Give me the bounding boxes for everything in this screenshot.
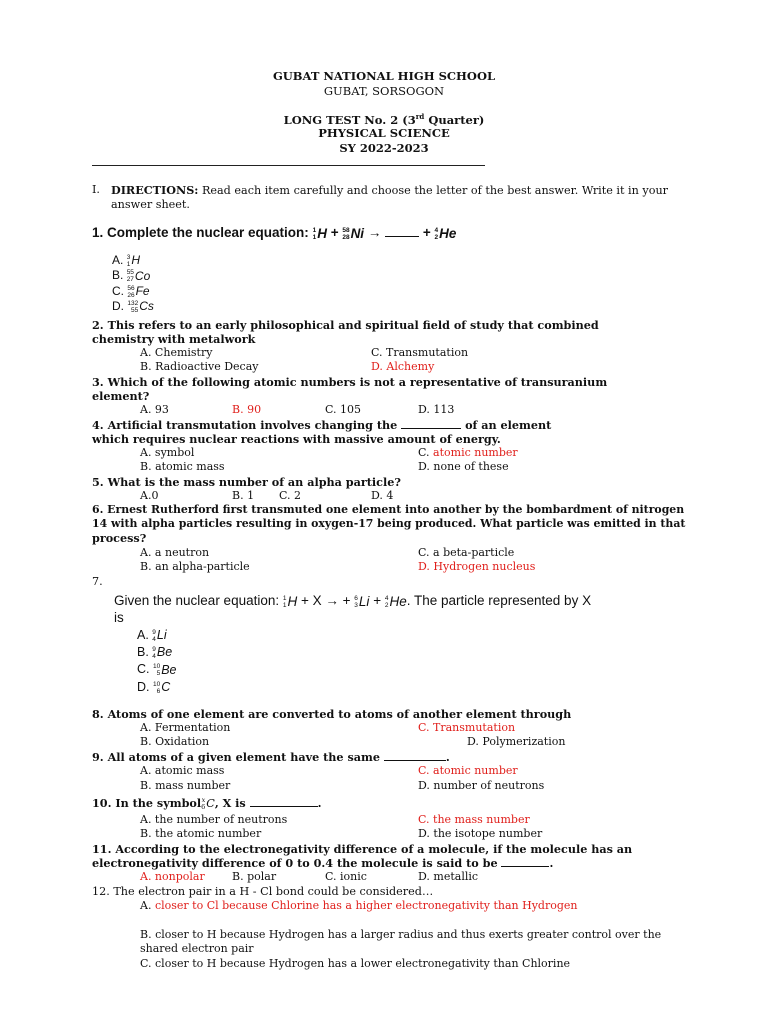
q5-line1: 5. What is the mass number of an alpha particle?: [92, 475, 401, 489]
q7-line2: is: [114, 610, 124, 625]
q4-option-a: A. symbol: [140, 446, 195, 459]
q12-line1: 12. The electron pair in a H - Cl bond could be considered…: [92, 885, 434, 898]
q11-option-b: B. polar: [232, 870, 277, 883]
q1-option-a: A. 3 1 H: [112, 253, 140, 269]
q2-line2: chemistry with metalwork: [92, 332, 256, 346]
q11-blank: [501, 866, 549, 867]
q8-option-d: D. Polymerization: [467, 735, 566, 748]
q12-option-c: C. closer to H because Hydrogen has a lower electronegativity than Chlorine: [140, 957, 571, 970]
q12-option-b-line1: B. closer to H because Hydrogen has a larger radius and thus exerts greater control over the: [140, 928, 662, 941]
q2-line1: 2. This refers to an early philosophical and spiritual field of study that combined: [92, 318, 599, 332]
q10-option-c-answer: C. the mass number: [418, 813, 530, 826]
q5-option-b: B. 1: [232, 489, 255, 502]
q11-option-d: D. metallic: [418, 870, 479, 883]
q6-option-d-answer: D. Hydrogen nucleus: [418, 560, 536, 573]
q1-options: [112, 253, 154, 314]
q4-option-d: D. none of these: [418, 460, 509, 473]
q3-option-a: A. 93: [140, 403, 169, 416]
q4-option-c-answer: C. atomic number: [418, 446, 518, 459]
q12-option-b-line2: shared electron pair: [140, 942, 254, 955]
q9-line1: 9. All atoms of a given element have the same .: [92, 750, 450, 764]
school-location: GUBAT, SORSOGON: [323, 84, 445, 98]
q6-option-c: C. a beta-particle: [418, 546, 515, 559]
q6-line1: 6. Ernest Rutherford first transmuted one element into another by the bombardment of nitrogen: [92, 503, 685, 516]
q7-options: [137, 627, 177, 696]
q3-option-c: C. 105: [325, 403, 362, 416]
q6-line2: 14 with alpha particles resulting in oxygen-17 being produced. What particle was emitted in that: [92, 517, 686, 530]
q11-line1: 11. According to the electronegativity difference of a molecule, if the molecule has an: [92, 842, 633, 856]
q3-option-b-answer: B. 90: [232, 403, 262, 416]
q11-line2: electronegativity difference of 0 to 0.4 the molecule is said to be .: [92, 856, 554, 870]
q7-option-d: D. 10 6 C: [137, 679, 171, 695]
school-name: GUBAT NATIONAL HIGH SCHOOL: [272, 69, 496, 83]
q4-blank: [401, 428, 461, 429]
q7-question: Given the nuclear equation: 1 1 H + X → + 6 3 Li + 4 2 He. The particle represented by X: [114, 593, 592, 610]
q3-line1: 3. Which of the following atomic numbers is not a representative of transuranium: [92, 375, 608, 389]
q3-line2: element?: [92, 389, 150, 403]
q9-option-d: D. number of neutrons: [418, 779, 545, 792]
q4-option-b: B. atomic mass: [140, 460, 225, 473]
q9-option-c-answer: C. atomic number: [418, 764, 518, 777]
subject-title: PHYSICAL SCIENCE: [318, 126, 450, 140]
q1-option-b: B. 55 27 Co: [112, 268, 151, 284]
q12-option-a-answer: A. closer to Cl because Chlorine has a higher electronegativity than Hydrogen: [140, 899, 578, 912]
q5-option-a: A.0: [140, 489, 159, 502]
q6-line3: process?: [92, 531, 147, 545]
q10-line1: 10. In the symbol x 6 C, X is .: [92, 796, 322, 811]
q8-option-c-answer: C. Transmutation: [418, 721, 516, 734]
q6-option-b: B. an alpha-particle: [140, 560, 250, 573]
q2-option-a: A. Chemistry: [140, 346, 213, 359]
q10-option-d: D. the isotope number: [418, 827, 543, 840]
q10-option-a: A. the number of neutrons: [140, 813, 288, 826]
test-title: LONG TEST No. 2 (3rd Quarter): [283, 112, 485, 127]
q2-option-d-answer: D. Alchemy: [371, 360, 435, 373]
q1-hydrogen-nuclide: 1 1 H: [312, 225, 327, 242]
q9-option-b: B. mass number: [140, 779, 231, 792]
q8-line1: 8. Atoms of one element are converted to atoms of another element through: [92, 707, 572, 721]
q3-option-d: D. 113: [418, 403, 455, 416]
q1-nickel-nuclide: 58 28 Ni: [342, 225, 365, 242]
school-year: SY 2022-2023: [339, 141, 429, 155]
q11-option-c: C. ionic: [325, 870, 367, 883]
directions-text: DIRECTIONS: Read each item carefully and choose the letter of the best answer. Write it in your: [111, 183, 669, 197]
q11-option-a-answer: A. nonpolar: [140, 870, 205, 883]
q9-blank: [384, 760, 446, 761]
q5-option-c: C. 2: [279, 489, 302, 502]
q1-option-c: C. 56 26 Fe: [112, 283, 150, 299]
q5-option-d: D. 4: [371, 489, 394, 502]
directions-numeral: I.: [92, 183, 100, 196]
q2-option-c: C. Transmutation: [371, 346, 469, 359]
q6-option-a: A. a neutron: [140, 546, 210, 559]
header-divider: [92, 165, 485, 166]
q8-option-a: A. Fermentation: [140, 721, 231, 734]
q7-option-a: A. 9 4 Li: [137, 628, 167, 643]
directions-line2: answer sheet.: [111, 198, 190, 211]
q1-blank: [385, 236, 419, 237]
q7-option-b: B. 9 4 Be: [137, 645, 173, 661]
q4-line2: which requires nuclear reactions with massive amount of energy.: [92, 432, 501, 446]
q10-blank: [250, 806, 318, 807]
q8-option-b: B. Oxidation: [140, 735, 210, 748]
q10-option-b: B. the atomic number: [140, 827, 262, 840]
q9-option-a: A. atomic mass: [140, 764, 225, 777]
q1-helium-nuclide: 4 2 He: [434, 225, 457, 242]
q7-number: 7.: [92, 575, 103, 588]
q7-option-c: C. 10 5 Be: [137, 662, 177, 678]
q1-question: 1. Complete the nuclear equation: 1 1 H + 58 28 Ni → + 4 2 He: [92, 225, 457, 242]
q4-line1: 4. Artificial transmutation involves changing the of an element: [92, 418, 552, 432]
q1-option-d: D. 132 55 Cs: [112, 298, 154, 315]
q2-option-b: B. Radioactive Decay: [140, 360, 259, 373]
